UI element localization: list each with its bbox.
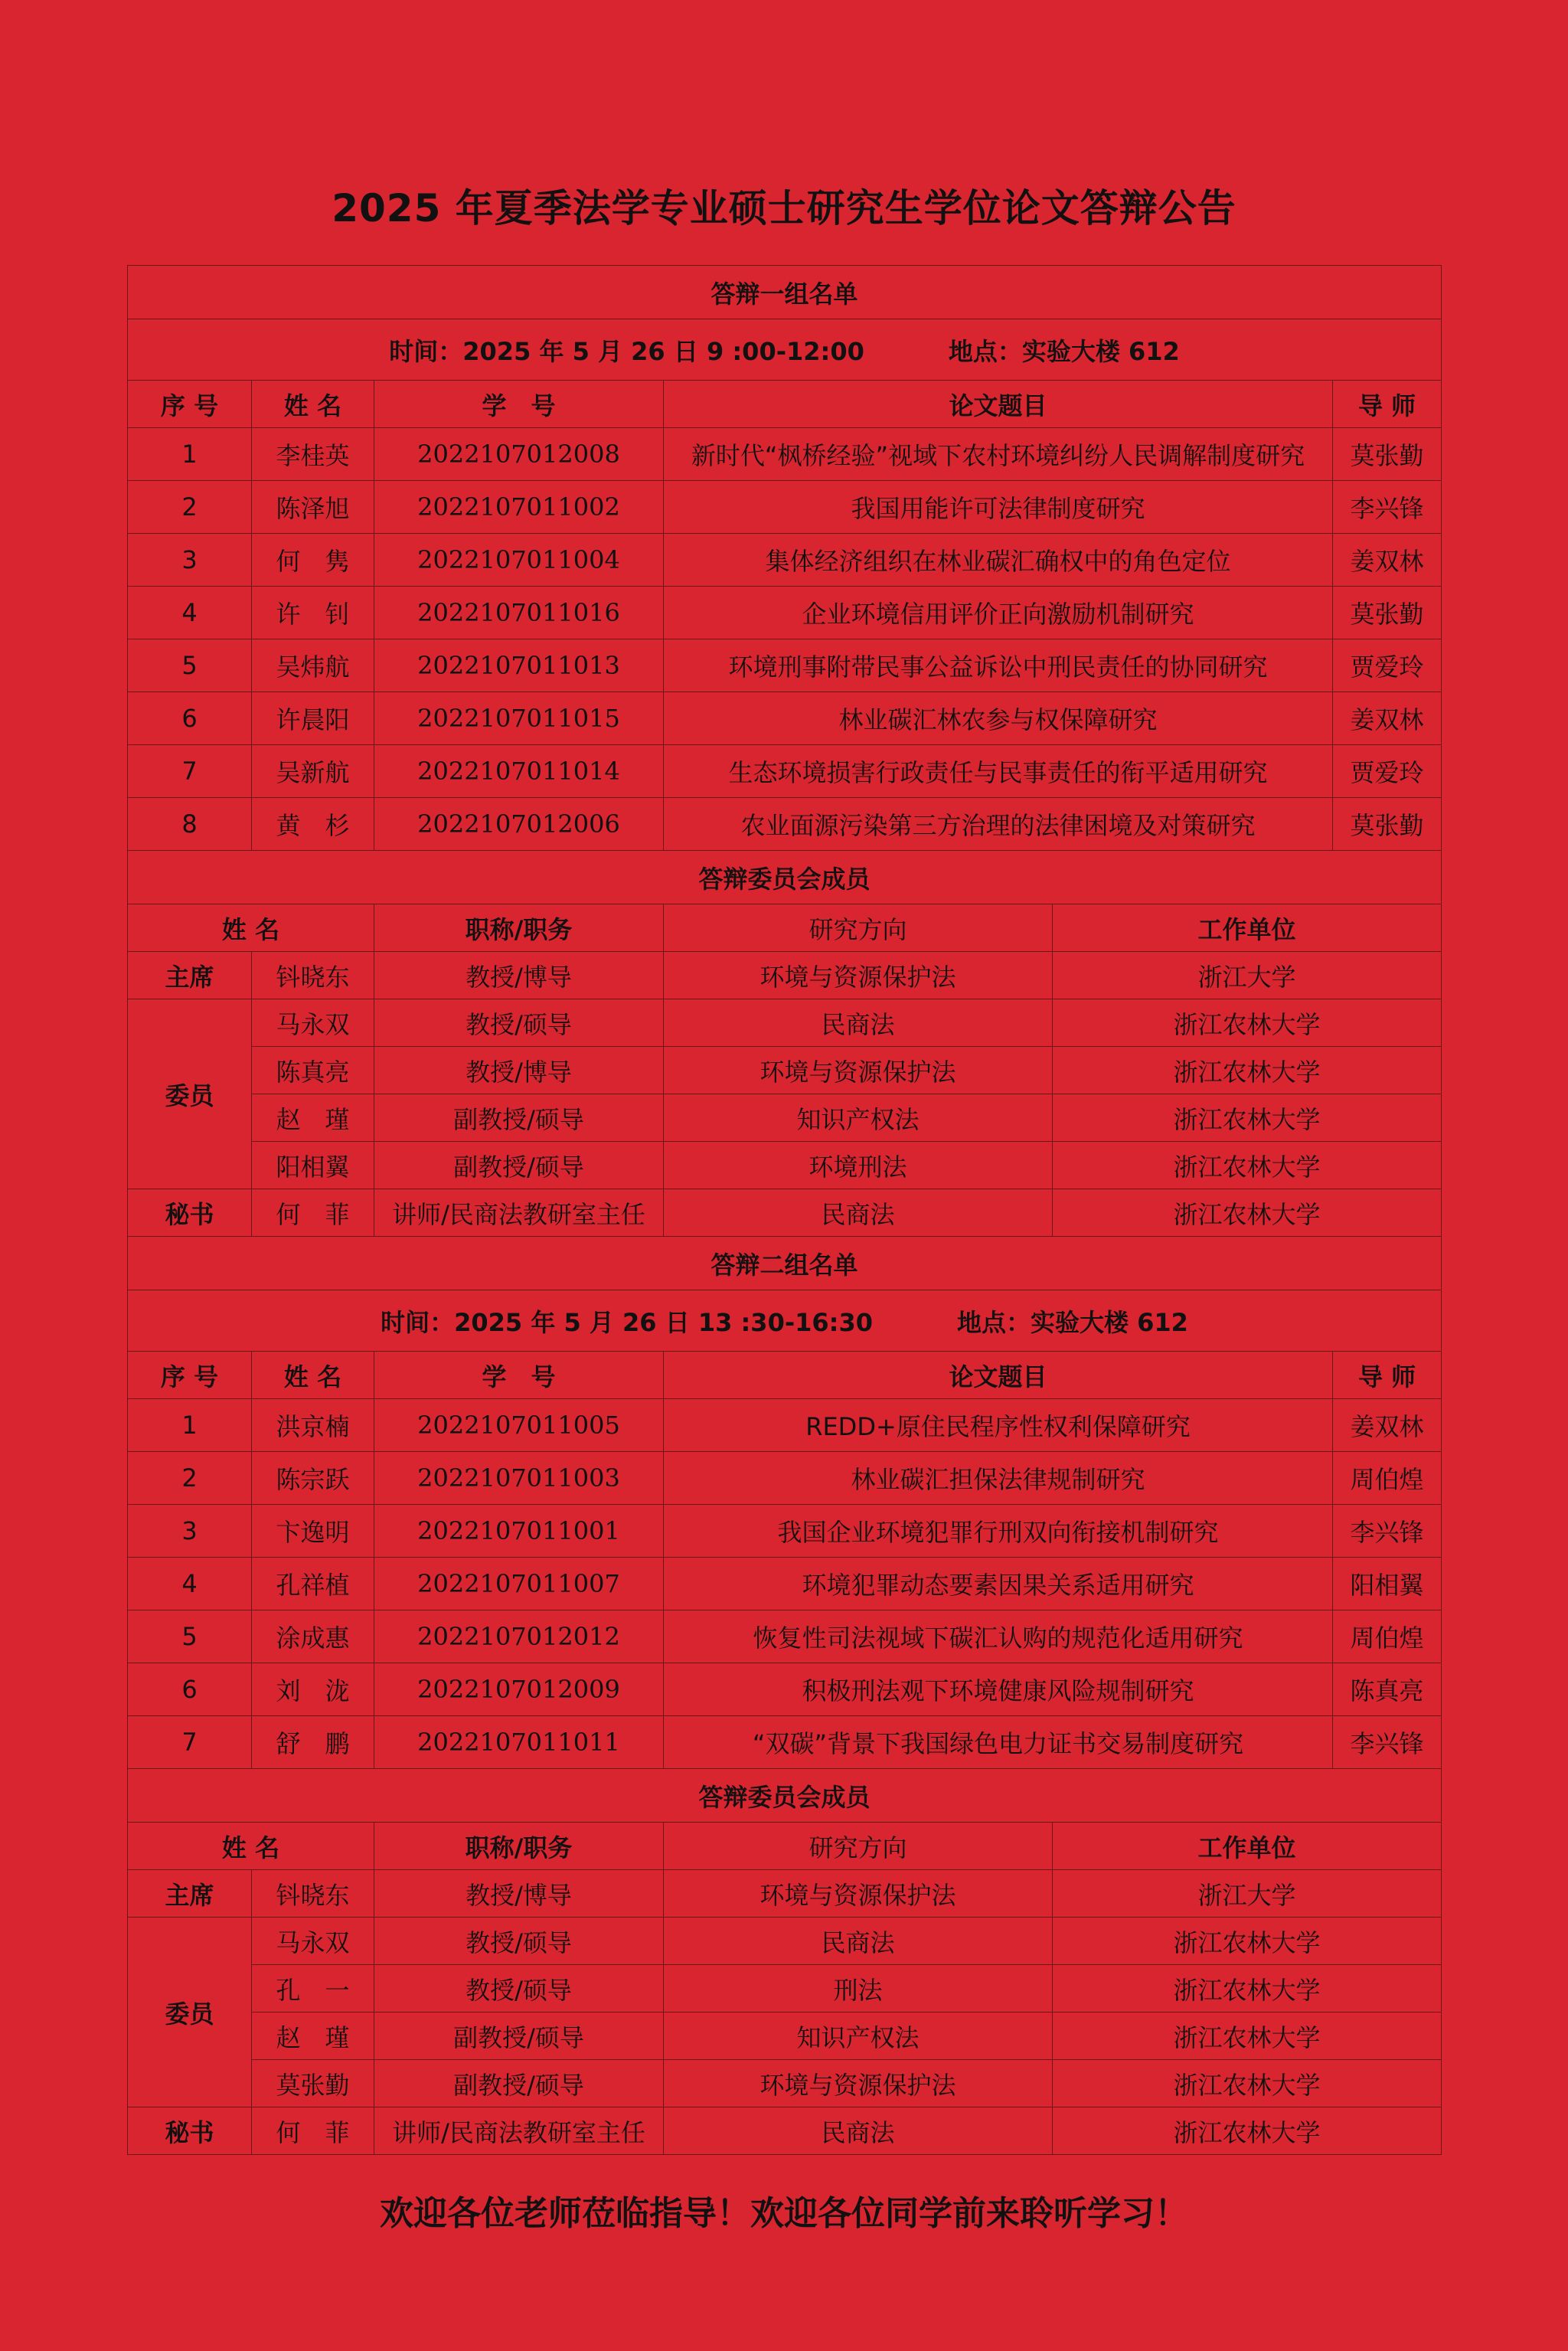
member-unit: 浙江大学 [1053,952,1442,999]
member-field: 知识产权法 [664,2013,1053,2060]
student-id: 2022107011003 [374,1452,664,1505]
member-unit: 浙江农林大学 [1053,1094,1442,1142]
student-id: 2022107012008 [374,428,664,481]
member-name: 赵 瑾 [252,2013,374,2060]
student-id: 2022107012009 [374,1663,664,1716]
student-row [128,639,1442,692]
time-place [128,319,1442,381]
member-title: 讲师/民商法教研室主任 [374,1189,664,1237]
student-name: 李桂英 [252,428,374,481]
student-row [128,1558,1442,1610]
advisor-name: 莫张勤 [1333,587,1442,639]
student-id: 2022107011007 [374,1558,664,1610]
schedule-body [128,266,1442,2155]
committee-member-row [128,1918,1442,1965]
advisor-name: 姜双林 [1333,692,1442,745]
committee-header-name: 姓 名 [128,1823,374,1870]
student-id: 2022107011013 [374,639,664,692]
committee-member-row [128,1870,1442,1918]
member-title: 副教授/硕导 [374,1142,664,1189]
student-name: 陈宗跃 [252,1452,374,1505]
member-field: 环境刑法 [664,1142,1053,1189]
member-name: 孔 一 [252,1965,374,2013]
student-row [128,1399,1442,1452]
student-seq: 2 [128,1452,252,1505]
student-seq: 5 [128,639,252,692]
student-seq: 3 [128,534,252,587]
member-title: 副教授/硕导 [374,2013,664,2060]
student-row [128,1505,1442,1558]
student-name: 何 隽 [252,534,374,587]
student-id: 2022107011015 [374,692,664,745]
advisor-name: 莫张勤 [1333,798,1442,851]
student-row [128,1452,1442,1505]
student-name: 舒 鹏 [252,1716,374,1769]
student-name: 吴炜航 [252,639,374,692]
member-unit: 浙江农林大学 [1053,1142,1442,1189]
advisor-name: 贾爱玲 [1333,745,1442,798]
student-row [128,1663,1442,1716]
student-seq: 2 [128,481,252,534]
student-row [128,1716,1442,1769]
committee-member-row [128,2013,1442,2060]
defense-time: 时间：2025 年 5 月 26 日 13 :30-16:30 [381,1307,873,1337]
member-title: 副教授/硕导 [374,1094,664,1142]
member-title: 副教授/硕导 [374,2060,664,2107]
member-name: 马永双 [252,999,374,1047]
student-name: 刘 泷 [252,1663,374,1716]
thesis-title: 积极刑法观下环境健康风险规制研究 [664,1663,1333,1716]
student-seq: 6 [128,1663,252,1716]
student-header-row [128,381,1442,428]
student-name: 许 钊 [252,587,374,639]
time-place-row [128,1290,1442,1352]
thesis-title: 集体经济组织在林业碳汇确权中的角色定位 [664,534,1333,587]
thesis-title: 林业碳汇担保法律规制研究 [664,1452,1333,1505]
thesis-title: REDD+原住民程序性权利保障研究 [664,1399,1333,1452]
page-title: 2025 年夏季法学专业硕士研究生学位论文答辩公告 [332,186,1236,231]
student-name: 陈泽旭 [252,481,374,534]
student-row [128,587,1442,639]
member-title: 教授/博导 [374,1870,664,1918]
welcome-footer: 欢迎各位老师莅临指导！欢迎各位同学前来聆听学习！ [380,2194,1188,2233]
member-unit: 浙江农林大学 [1053,1047,1442,1094]
student-id: 2022107011001 [374,1505,664,1558]
student-id: 2022107011014 [374,745,664,798]
student-name: 黄 杉 [252,798,374,851]
committee-heading: 答辩委员会成员 [128,851,1442,904]
advisor-name: 周伯煌 [1333,1452,1442,1505]
member-field: 环境与资源保护法 [664,2060,1053,2107]
advisor-name: 陈真亮 [1333,1663,1442,1716]
member-unit: 浙江农林大学 [1053,2107,1442,2155]
committee-header-unit: 工作单位 [1053,1823,1442,1870]
member-field: 刑法 [664,1965,1053,2013]
header-advisor: 导 师 [1333,1352,1442,1399]
group-heading-row [128,1237,1442,1290]
student-id: 2022107012006 [374,798,664,851]
role-chair: 主席 [128,952,252,999]
committee-member-row [128,952,1442,999]
member-field: 民商法 [664,2107,1053,2155]
member-name: 钭晓东 [252,1870,374,1918]
role-secretary: 秘书 [128,1189,252,1237]
member-title: 教授/博导 [374,1047,664,1094]
student-header-row [128,1352,1442,1399]
member-title: 讲师/民商法教研室主任 [374,2107,664,2155]
defense-schedule-table [127,265,1442,2155]
advisor-name: 李兴锋 [1333,1505,1442,1558]
thesis-title: 生态环境损害行政责任与民事责任的衔平适用研究 [664,745,1333,798]
committee-header-field: 研究方向 [664,904,1053,952]
student-row [128,798,1442,851]
student-id: 2022107011011 [374,1716,664,1769]
thesis-title: 环境犯罪动态要素因果关系适用研究 [664,1558,1333,1610]
member-unit: 浙江大学 [1053,1870,1442,1918]
committee-member-row [128,999,1442,1047]
student-seq: 8 [128,798,252,851]
student-row [128,692,1442,745]
student-name: 涂成惠 [252,1610,374,1663]
member-name: 何 菲 [252,2107,374,2155]
student-seq: 4 [128,1558,252,1610]
defense-place: 地点：实验大楼 612 [948,336,1180,366]
time-place-row [128,319,1442,381]
committee-header-unit: 工作单位 [1053,904,1442,952]
student-row [128,1610,1442,1663]
member-name: 莫张勤 [252,2060,374,2107]
role-secretary: 秘书 [128,2107,252,2155]
member-unit: 浙江农林大学 [1053,1189,1442,1237]
member-field: 环境与资源保护法 [664,952,1053,999]
student-id: 2022107011002 [374,481,664,534]
student-seq: 1 [128,428,252,481]
member-title: 教授/博导 [374,952,664,999]
student-name: 许晨阳 [252,692,374,745]
committee-member-row [128,1094,1442,1142]
header-name: 姓 名 [252,381,374,428]
advisor-name: 周伯煌 [1333,1610,1442,1663]
thesis-title: 我国企业环境犯罪行刑双向衔接机制研究 [664,1505,1333,1558]
time-place [128,1290,1442,1352]
header-seq: 序 号 [128,1352,252,1399]
committee-header-row [128,904,1442,952]
role-chair: 主席 [128,1870,252,1918]
member-unit: 浙江农林大学 [1053,999,1442,1047]
student-name: 洪京楠 [252,1399,374,1452]
committee-header-title: 职称/职务 [374,1823,664,1870]
member-field: 民商法 [664,1918,1053,1965]
member-name: 阳相翼 [252,1142,374,1189]
committee-member-row [128,2107,1442,2155]
member-title: 教授/硕导 [374,999,664,1047]
member-unit: 浙江农林大学 [1053,1918,1442,1965]
advisor-name: 贾爱玲 [1333,639,1442,692]
advisor-name: 姜双林 [1333,1399,1442,1452]
defense-place: 地点：实验大楼 612 [956,1307,1188,1337]
committee-header-field: 研究方向 [664,1823,1053,1870]
member-name: 陈真亮 [252,1047,374,1094]
header-seq: 序 号 [128,381,252,428]
thesis-title: 我国用能许可法律制度研究 [664,481,1333,534]
advisor-name: 姜双林 [1333,534,1442,587]
member-name: 赵 瑾 [252,1094,374,1142]
thesis-title: 农业面源污染第三方治理的法律困境及对策研究 [664,798,1333,851]
student-row [128,534,1442,587]
student-name: 孔祥植 [252,1558,374,1610]
student-name: 卞逸明 [252,1505,374,1558]
member-name: 钭晓东 [252,952,374,999]
member-field: 民商法 [664,1189,1053,1237]
committee-heading: 答辩委员会成员 [128,1769,1442,1823]
student-seq: 4 [128,587,252,639]
student-row [128,745,1442,798]
role-members: 委员 [128,1918,252,2107]
committee-heading-row [128,851,1442,904]
header-thesis: 论文题目 [664,381,1333,428]
advisor-name: 莫张勤 [1333,428,1442,481]
student-row [128,481,1442,534]
student-id: 2022107011016 [374,587,664,639]
student-seq: 7 [128,745,252,798]
student-row [128,428,1442,481]
header-thesis: 论文题目 [664,1352,1333,1399]
member-field: 环境与资源保护法 [664,1047,1053,1094]
student-id: 2022107011005 [374,1399,664,1452]
thesis-title: 林业碳汇林农参与权保障研究 [664,692,1333,745]
member-unit: 浙江农林大学 [1053,2013,1442,2060]
committee-header-row [128,1823,1442,1870]
member-title: 教授/硕导 [374,1965,664,2013]
role-members: 委员 [128,999,252,1189]
advisor-name: 李兴锋 [1333,1716,1442,1769]
student-seq: 5 [128,1610,252,1663]
committee-header-title: 职称/职务 [374,904,664,952]
committee-member-row [128,1965,1442,2013]
header-name: 姓 名 [252,1352,374,1399]
thesis-title: 新时代“枫桥经验”视域下农村环境纠纷人民调解制度研究 [664,428,1333,481]
committee-member-row [128,2060,1442,2107]
committee-heading-row [128,1769,1442,1823]
member-unit: 浙江农林大学 [1053,1965,1442,2013]
thesis-title: “双碳”背景下我国绿色电力证书交易制度研究 [664,1716,1333,1769]
student-seq: 3 [128,1505,252,1558]
advisor-name: 阳相翼 [1333,1558,1442,1610]
header-student-id: 学 号 [374,1352,664,1399]
group-heading: 答辩一组名单 [128,266,1442,319]
student-seq: 6 [128,692,252,745]
student-seq: 7 [128,1716,252,1769]
member-field: 民商法 [664,999,1053,1047]
committee-header-name: 姓 名 [128,904,374,952]
header-student-id: 学 号 [374,381,664,428]
member-title: 教授/硕导 [374,1918,664,1965]
committee-member-row [128,1189,1442,1237]
thesis-title: 环境刑事附带民事公益诉讼中刑民责任的协同研究 [664,639,1333,692]
committee-member-row [128,1142,1442,1189]
student-id: 2022107012012 [374,1610,664,1663]
defense-time: 时间：2025 年 5 月 26 日 9 :00-12:00 [389,336,864,366]
thesis-title: 恢复性司法视域下碳汇认购的规范化适用研究 [664,1610,1333,1663]
thesis-title: 企业环境信用评价正向激励机制研究 [664,587,1333,639]
group-heading: 答辩二组名单 [128,1237,1442,1290]
student-seq: 1 [128,1399,252,1452]
group-heading-row [128,266,1442,319]
member-name: 何 菲 [252,1189,374,1237]
member-field: 环境与资源保护法 [664,1870,1053,1918]
student-name: 吴新航 [252,745,374,798]
header-advisor: 导 师 [1333,381,1442,428]
student-id: 2022107011004 [374,534,664,587]
advisor-name: 李兴锋 [1333,481,1442,534]
committee-member-row [128,1047,1442,1094]
member-name: 马永双 [252,1918,374,1965]
member-field: 知识产权法 [664,1094,1053,1142]
member-unit: 浙江农林大学 [1053,2060,1442,2107]
